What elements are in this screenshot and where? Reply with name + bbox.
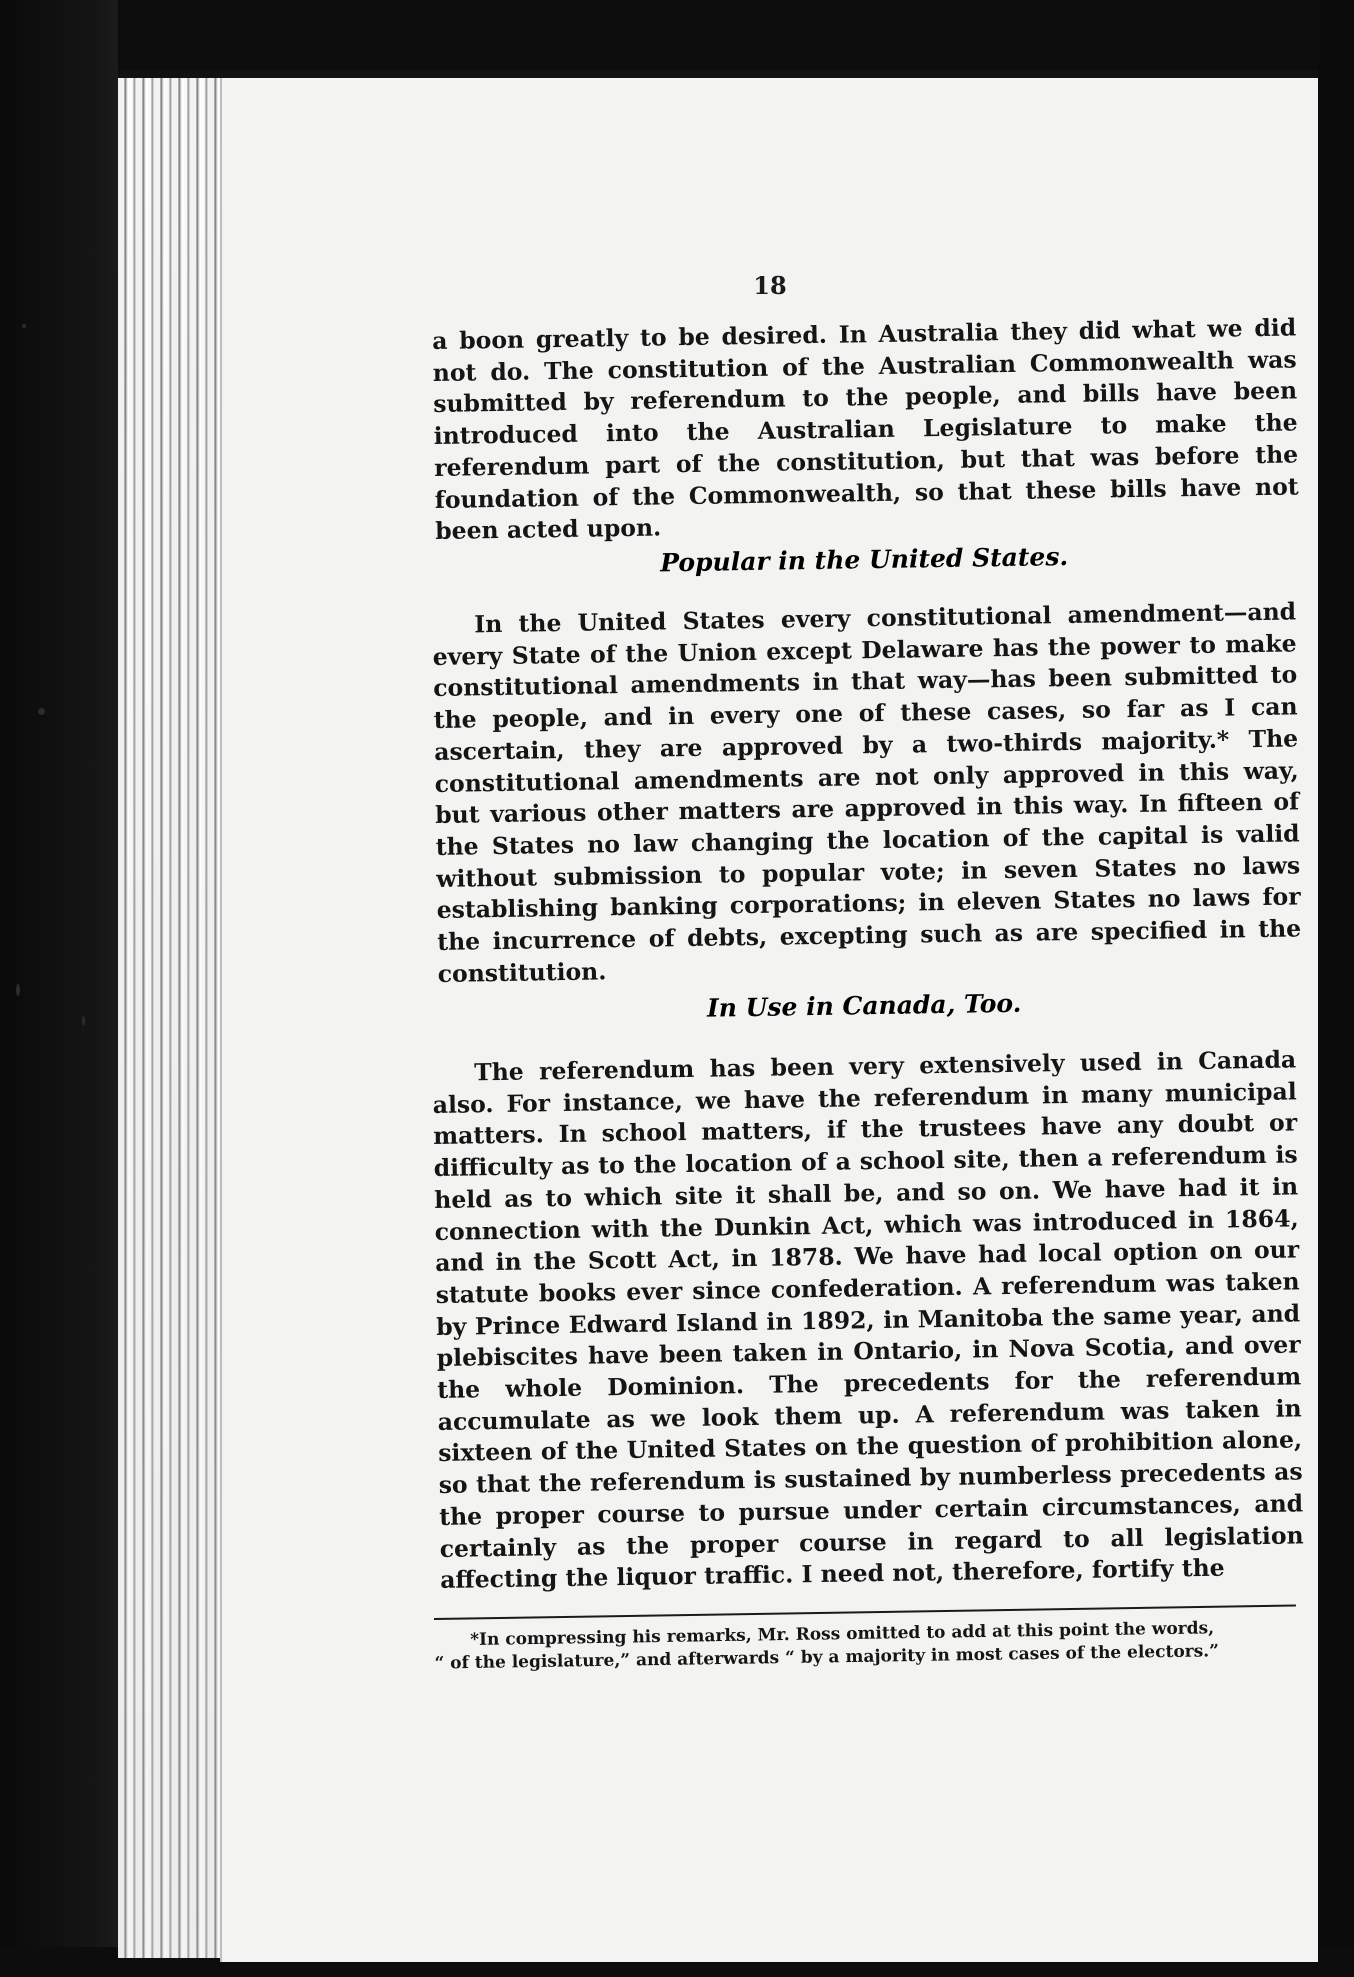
paragraph-australia: [432, 312, 1299, 547]
scan-speck: [82, 1016, 85, 1026]
paragraph-united-states: [432, 596, 1302, 990]
footnote: [434, 1616, 1301, 1675]
page-edge-stack: [118, 78, 228, 1958]
paragraph-text: The referendum has been very extensively used in Canada also. For instance, we have the referendum in many municipal matters. In school matters, if the trustees have any doubt or difficulty as to the location of a school site, then a referendum is held as to which site it shall be, and so on. We have had it in connection with the Dunkin Act, which was introduced in 1864, and in the Scott Act, in 1878. We have had local option on our statute books ever since confederation. A referendum was taken by Prince Edward Island in 1892, in Manitoba the same year, and plebiscites have been taken in Ontario, in Nova Scotia, and over the whole Dominion. The precedents for the referendum accumulate as we look them up. A referendum was taken in sixteen of the United States on the question of prohibition alone, so that the referendum is sustained by numberless precedents as the proper course to pursue under certain circumstances, and certainly as the proper course in regard to all legislation affecting the liquor traffic. I need not, therefore, fortify the: [432, 1045, 1304, 1595]
book-page: [222, 78, 1318, 1962]
scan-speck: [16, 984, 20, 996]
paragraph-text: a boon greatly to be desired. In Australia they did what we did not do. The constitution of the Australian Commonwealth was submitted by referendum to the people, and bills have been introduced into the Australian Legislature to make the referendum part of the constitution, but that was before the foundation of the Commonwealth, so that these bills have not been acted upon.: [432, 313, 1299, 546]
scan-top-border: [0, 0, 1354, 70]
paragraph-canada: [432, 1044, 1304, 1596]
page-number: 18: [753, 271, 787, 300]
section-heading-canada: In Use in Canada, Too.: [706, 988, 1022, 1023]
paragraph-text: In the United States every constitutional amendment—and every State of the Union except Delaware has the power to make constitutional amendments in that way—has been submitted to the people, and in every one of these cases, so far as I can ascertain, they are approved by a two-thirds majority.* The constitutional amendments are not only approved in this way, but various other matters are approved in this way. In fifteen of the States no law changing the location of the capital is valid without submission to popular vote; in seven States no laws establishing banking corporations; in eleven States no laws for the incurrence of debts, excepting such as are specified in the constitution.: [432, 597, 1302, 988]
scan-right-border: [1318, 0, 1354, 1977]
footnote-line-1: *In compressing his remarks, Mr. Ross omitted to add at this point the words,: [470, 1618, 1215, 1650]
scan-speck: [22, 324, 26, 328]
scan-speck: [38, 708, 45, 715]
footnote-line-2: “ of the legislature,” and afterwards “ by a majority in most cases of the electors.”: [434, 1641, 1220, 1674]
section-heading-united-states: Popular in the United States.: [660, 542, 1069, 578]
